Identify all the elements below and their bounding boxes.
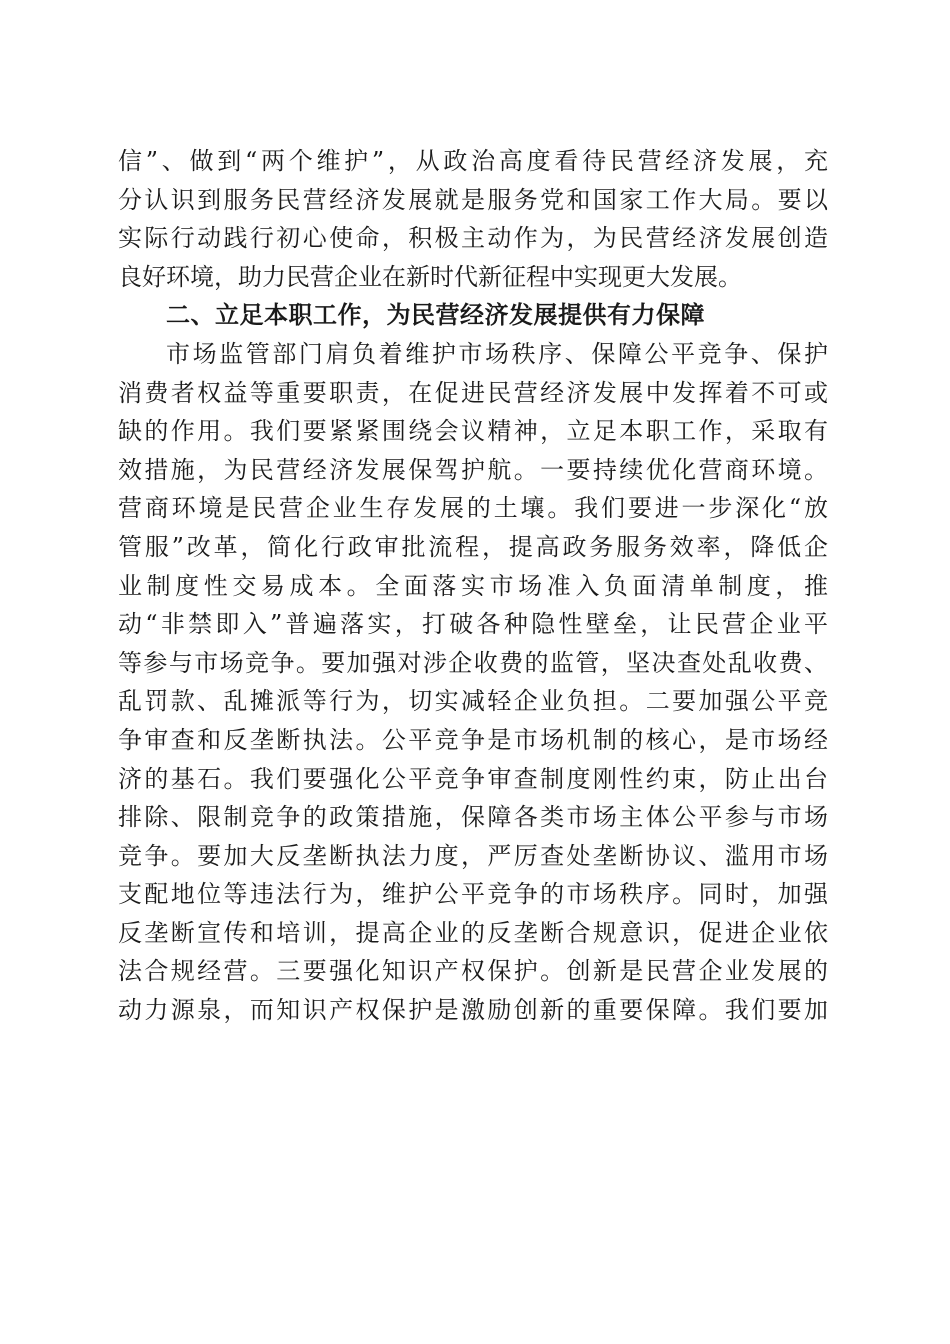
text-line: 竞争。要加大反垄断执法力度，严厉查处垄断协议、滥用市场 <box>118 841 828 870</box>
text-line: 济的基石。我们要强化公平竞争审查制度刚性约束，防止出台 <box>118 764 828 793</box>
text-line: 支配地位等违法行为，维护公平竞争的市场秩序。同时，加强 <box>118 880 828 909</box>
text-line: 管服”改革，简化行政审批流程，提高政务服务效率，降低企 <box>118 532 828 561</box>
text-line: 信”、做到“两个维护”，从政治高度看待民营经济发展，充 <box>118 147 828 175</box>
text-line: 缺的作用。我们要紧紧围绕会议精神，立足本职工作，采取有 <box>118 417 828 446</box>
text-line: 争审查和反垄断执法。公平竞争是市场机制的核心，是市场经 <box>118 725 828 754</box>
text-line: 动“非禁即入”普遍落实，打破各种隐性壁垒，让民营企业平 <box>118 610 828 639</box>
text-line: 等参与市场竞争。要加强对涉企收费的监管，坚决查处乱收费、 <box>118 648 828 677</box>
text-line: 动力源泉，而知识产权保护是激励创新的重要保障。我们要加 <box>118 996 828 1025</box>
text-line: 良好环境，助力民营企业在新时代新征程中实现更大发展。 <box>118 262 742 291</box>
section-heading: 二、立足本职工作，为民营经济发展提供有力保障 <box>166 301 705 330</box>
text-line: 排除、限制竞争的政策措施，保障各类市场主体公平参与市场 <box>118 803 828 832</box>
text-line: 消费者权益等重要职责，在促进民营经济发展中发挥着不可或 <box>118 378 828 407</box>
text-line: 业制度性交易成本。全面落实市场准入负面清单制度，推 <box>118 571 828 600</box>
text-line: 市场监管部门肩负着维护市场秩序、保障公平竞争、保护 <box>166 339 828 368</box>
document-body <box>118 142 828 1030</box>
text-line: 实际行动践行初心使命，积极主动作为，为民营经济发展创造 <box>118 224 828 253</box>
text-line: 法合规经营。三要强化知识产权保护。创新是民营企业发展的 <box>118 957 828 986</box>
text-line: 乱罚款、乱摊派等行为，切实减轻企业负担。二要加强公平竞 <box>118 687 828 716</box>
text-line: 效措施，为民营经济发展保驾护航。一要持续优化营商环境。 <box>118 455 828 484</box>
text-line: 反垄断宣传和培训，提高企业的反垄断合规意识，促进企业依 <box>118 918 828 947</box>
text-line: 分认识到服务民营经济发展就是服务党和国家工作大局。要以 <box>118 185 828 214</box>
text-line: 营商环境是民营企业生存发展的土壤。我们要进一步深化“放 <box>118 494 828 523</box>
